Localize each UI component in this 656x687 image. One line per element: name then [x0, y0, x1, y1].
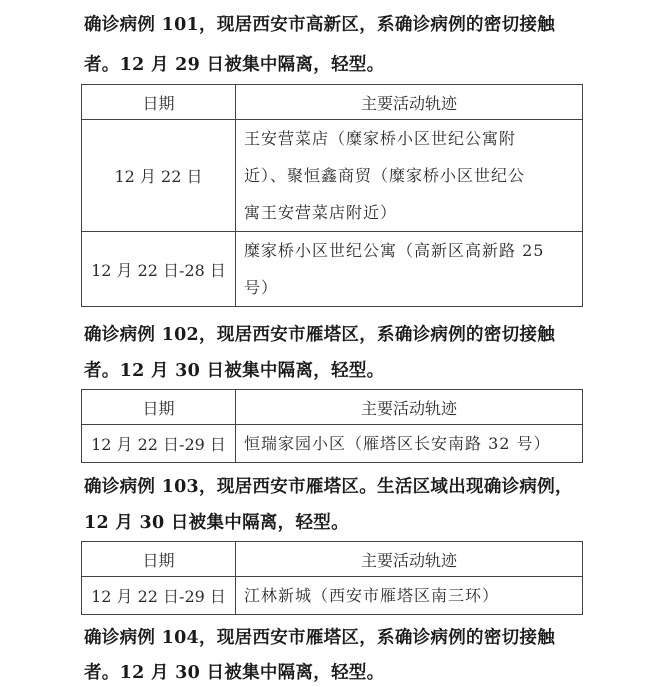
date-header: 日期 [82, 85, 236, 120]
activity-header: 主要活动轨迹 [236, 542, 583, 577]
activity-header: 主要活动轨迹 [236, 390, 583, 425]
table-row [82, 232, 583, 307]
case-101-line-1: 确诊病例 101，现居西安市高新区，系确诊病例的密切接触 [84, 15, 556, 35]
case-102-track-table [81, 389, 583, 463]
activity-line: 王安营菜店（糜家桥小区世纪公寓附 [244, 129, 517, 148]
activity-line: 糜家桥小区世纪公寓（高新区高新路 25 [244, 241, 545, 260]
date-cell: 12 月 22 日-28 日 [82, 232, 236, 307]
table-header-row [82, 390, 583, 425]
case-101-line-2: 者。12 月 29 日被集中隔离，轻型。 [84, 55, 385, 75]
activity-cell [236, 232, 583, 307]
table-row [82, 577, 583, 615]
activity-line: 近）、聚恒鑫商贸（糜家桥小区世纪公 [244, 166, 526, 185]
date-cell: 12 月 22 日-29 日 [82, 577, 236, 615]
table-row [82, 120, 583, 232]
activity-cell: 江林新城（西安市雁塔区南三环） [236, 577, 583, 615]
date-cell: 12 月 22 日-29 日 [82, 425, 236, 463]
date-cell: 12 月 22 日 [82, 120, 236, 232]
case-102-line-1: 确诊病例 102，现居西安市雁塔区，系确诊病例的密切接触 [84, 325, 556, 345]
table-header-row [82, 542, 583, 577]
case-101-track-table [81, 84, 583, 307]
activity-line: 寓王安营菜店附近） [244, 203, 398, 222]
case-103-line-2: 12 月 30 日被集中隔离，轻型。 [84, 513, 349, 533]
case-103-line-1: 确诊病例 103，现居西安市雁塔区。生活区域出现确诊病例， [84, 477, 573, 497]
case-103-track-table [81, 541, 583, 615]
activity-line: 号） [244, 278, 279, 297]
case-104-line-2: 者。12 月 30 日被集中隔离，轻型。 [84, 663, 385, 683]
date-header: 日期 [82, 390, 236, 425]
case-102-line-2: 者。12 月 30 日被集中隔离，轻型。 [84, 361, 385, 381]
table-header-row [82, 85, 583, 120]
activity-cell [236, 120, 583, 232]
case-104-line-1: 确诊病例 104，现居西安市雁塔区，系确诊病例的密切接触 [84, 628, 556, 648]
activity-cell: 恒瑞家园小区（雁塔区长安南路 32 号） [236, 425, 583, 463]
activity-header: 主要活动轨迹 [236, 85, 583, 120]
date-header: 日期 [82, 542, 236, 577]
table-row [82, 425, 583, 463]
